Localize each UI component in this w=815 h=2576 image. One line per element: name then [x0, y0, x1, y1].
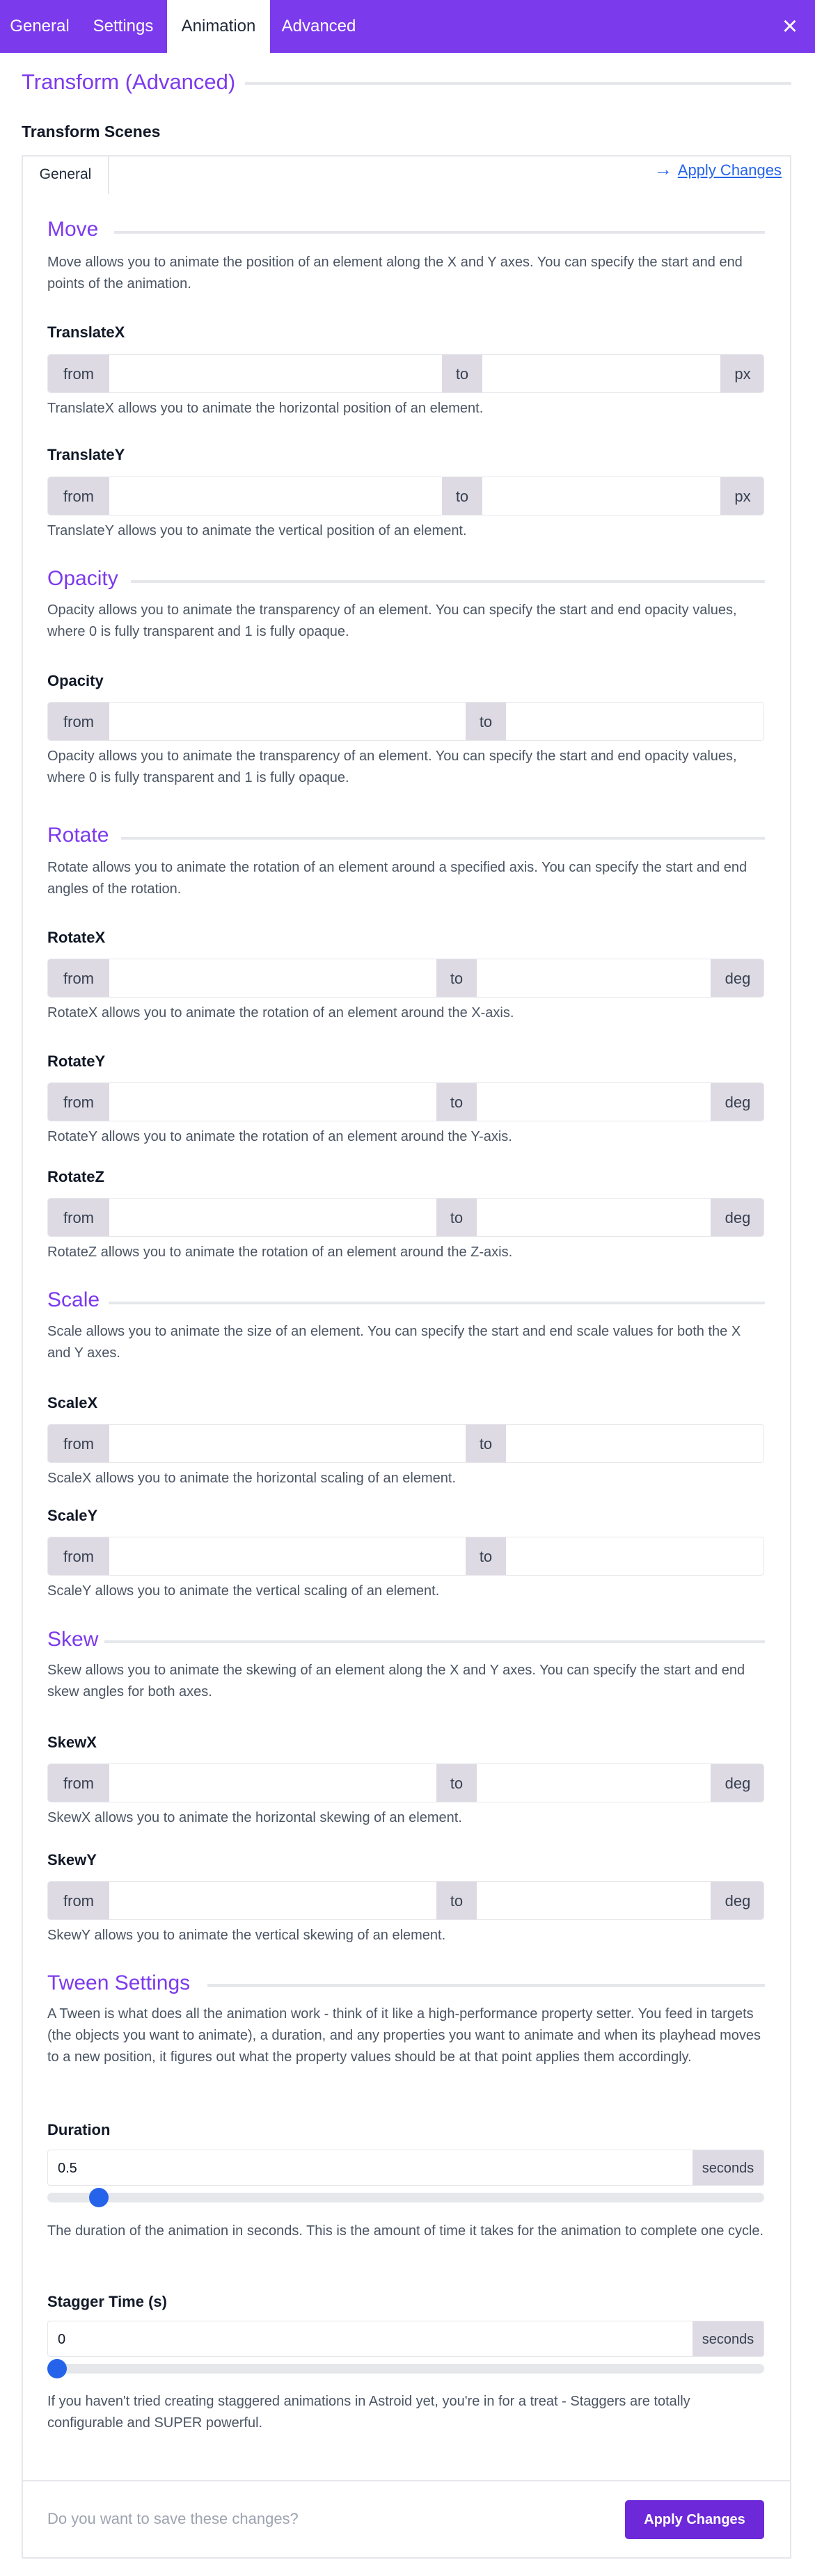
duration-input[interactable]: [48, 2150, 694, 2186]
help-stagger: If you haven't tried creating staggered animations in Astroid yet, you're in for a treat - Staggers are totally configurable and SUPER powerful.: [47, 2394, 690, 2431]
unit-addon: px: [720, 355, 764, 393]
section-title-tween: Tween Settings: [47, 1971, 191, 1994]
from-addon: from: [48, 703, 109, 741]
to-addon: to: [466, 1425, 506, 1463]
from-addon: from: [48, 959, 109, 998]
help-translatex: TranslateX allows you to animate the horizontal position of an element.: [47, 401, 484, 416]
section-divider: [104, 1640, 765, 1643]
skewx-to-input[interactable]: [477, 1764, 711, 1802]
duration-slider-thumb[interactable]: [89, 2188, 109, 2207]
apply-changes-link[interactable]: [654, 159, 782, 180]
opacity-to-input[interactable]: [506, 703, 764, 741]
unit-addon: deg: [711, 1083, 764, 1121]
title-divider: [245, 82, 791, 85]
close-icon[interactable]: ×: [782, 12, 798, 41]
translatey-input-group: [47, 477, 764, 515]
rotatey-to-input[interactable]: [477, 1083, 711, 1121]
unit-addon: deg: [711, 1882, 764, 1920]
from-addon: from: [48, 355, 109, 393]
section-title-move: Move: [47, 218, 99, 241]
section-divider: [109, 1302, 765, 1304]
from-addon: from: [48, 477, 109, 515]
page-title: Transform (Advanced): [22, 70, 236, 94]
section-desc-rotate: Rotate allows you to animate the rotation of an element around a specified axis. You can specify the start and end angles of the rotation.: [47, 860, 747, 897]
help-skewy: SkewY allows you to animate the vertical skewing of an element.: [47, 1928, 446, 1943]
panel-top-border: [108, 155, 791, 157]
help-skewx: SkewX allows you to animate the horizontal skewing of an element.: [47, 1810, 462, 1825]
from-addon: from: [48, 1083, 109, 1121]
section-title-rotate: Rotate: [47, 824, 109, 847]
skewy-from-input[interactable]: [109, 1882, 436, 1920]
stagger-slider-thumb[interactable]: [47, 2359, 67, 2378]
rotatex-input-group: [47, 959, 764, 998]
section-divider: [131, 580, 765, 583]
scaley-input-group: [47, 1537, 764, 1576]
to-addon: to: [436, 1083, 477, 1121]
help-translatey: TranslateY allows you to animate the vertical position of an element.: [47, 523, 467, 538]
seconds-addon: seconds: [693, 2150, 763, 2186]
tab-general[interactable]: General: [10, 17, 70, 35]
field-label-skewx: SkewX: [47, 1734, 97, 1751]
tab-advanced[interactable]: Advanced: [281, 17, 356, 35]
unit-addon: deg: [711, 1199, 764, 1237]
section-desc-opacity: Opacity allows you to animate the transparency of an element. You can specify the start and end opacity values, where 0 is fully transparent and 1 is fully opaque.: [47, 602, 737, 639]
rotatez-from-input[interactable]: [109, 1199, 436, 1237]
stagger-input-group: [47, 2321, 764, 2357]
help-duration: The duration of the animation in seconds. This is the amount of time it takes for the animation to complete one cycle.: [47, 2223, 764, 2239]
from-addon: from: [48, 1537, 109, 1576]
skewy-input-group: [47, 1881, 764, 1920]
to-addon: to: [466, 1537, 506, 1576]
field-label-opacity: Opacity: [47, 672, 104, 689]
opacity-input-group: [47, 702, 764, 741]
rotatex-to-input[interactable]: [477, 959, 711, 998]
from-addon: from: [48, 1199, 109, 1237]
field-label-rotatex: RotateX: [47, 929, 106, 946]
stagger-slider[interactable]: [47, 2364, 764, 2374]
stagger-value: 0: [58, 2332, 66, 2347]
field-label-scalex: ScaleX: [47, 1394, 98, 1411]
field-label-skewy: SkewY: [47, 1851, 97, 1869]
from-addon: from: [48, 1425, 109, 1463]
unit-addon: deg: [711, 959, 764, 998]
section-divider: [114, 231, 765, 234]
scalex-to-input[interactable]: [506, 1425, 764, 1463]
field-label-translatex: TranslateX: [47, 323, 125, 341]
help-rotatex: RotateX allows you to animate the rotation of an element around the X-axis.: [47, 1005, 514, 1021]
help-rotatey: RotateY allows you to animate the rotation of an element around the Y-axis.: [47, 1129, 512, 1144]
field-label-translatey: TranslateY: [47, 446, 125, 463]
seconds-addon: seconds: [693, 2321, 763, 2357]
field-label-rotatey: RotateY: [47, 1053, 106, 1070]
section-title-skew: Skew: [47, 1628, 99, 1651]
from-addon: from: [48, 1882, 109, 1920]
save-prompt: Do you want to save these changes?: [47, 2510, 299, 2527]
field-label-duration: Duration: [47, 2121, 111, 2138]
subtab-general[interactable]: General: [22, 155, 109, 194]
unit-addon: deg: [711, 1764, 764, 1802]
to-addon: to: [436, 1882, 477, 1920]
to-addon: to: [466, 703, 506, 741]
top-tab-bar: [0, 0, 815, 53]
footer-divider: [23, 2480, 790, 2481]
section-title-scale: Scale: [47, 1288, 100, 1311]
section-desc-tween: A Tween is what does all the animation work - think of it like a high-performance property setter. You feed in targets (the objects you want to animate), a duration, and any properties you want to animate and when its playhead moves to a new position, it figures out what the property values should be at that point applies them accordingly.: [47, 2006, 761, 2065]
stagger-input[interactable]: [48, 2321, 694, 2357]
to-addon: to: [436, 959, 477, 998]
to-addon: to: [436, 1199, 477, 1237]
help-scalex: ScaleX allows you to animate the horizontal scaling of an element.: [47, 1471, 457, 1486]
section-desc-move: Move allows you to animate the position of an element along the X and Y axes. You can specify the start and end points of the animation.: [47, 255, 743, 291]
scaley-from-input[interactable]: [109, 1537, 466, 1576]
apply-changes-button[interactable]: Apply Changes: [625, 2500, 764, 2539]
help-opacity: Opacity allows you to animate the transparency of an element. You can specify the start and end opacity values, where 0 is fully transparent and 1 is fully opaque.: [47, 749, 737, 785]
help-scaley: ScaleY allows you to animate the vertical scaling of an element.: [47, 1583, 440, 1599]
translatex-to-input[interactable]: [482, 355, 720, 393]
scalex-from-input[interactable]: [109, 1425, 466, 1463]
translatey-to-input[interactable]: [482, 477, 720, 515]
section-desc-skew: Skew allows you to animate the skewing of an element along the X and Y axes. You can specify the start and end skew angles for both axes.: [47, 1663, 745, 1699]
skewx-input-group: [47, 1763, 764, 1802]
translatey-from-input[interactable]: [109, 477, 442, 515]
opacity-from-input[interactable]: [109, 703, 466, 741]
field-label-scaley: ScaleY: [47, 1507, 98, 1524]
arrow-right-icon: →: [654, 159, 672, 179]
section-title-opacity: Opacity: [47, 567, 118, 590]
tab-animation[interactable]: Animation: [167, 0, 270, 53]
field-label-rotatez: RotateZ: [47, 1168, 104, 1185]
rotatez-to-input[interactable]: [477, 1199, 711, 1237]
rotatey-from-input[interactable]: [109, 1083, 436, 1121]
skewx-from-input[interactable]: [109, 1764, 436, 1802]
field-label-stagger: Stagger Time (s): [47, 2293, 167, 2310]
translatex-from-input[interactable]: [109, 355, 442, 393]
unit-addon: px: [720, 477, 764, 515]
rotatey-input-group: [47, 1082, 764, 1121]
section-divider: [207, 1984, 765, 1987]
to-addon: to: [436, 1764, 477, 1802]
apply-changes-link-label: Apply Changes: [677, 161, 782, 179]
duration-input-group: [47, 2150, 764, 2186]
duration-slider[interactable]: [47, 2193, 764, 2202]
skewy-to-input[interactable]: [477, 1882, 711, 1920]
duration-value: 0.5: [58, 2161, 77, 2176]
rotatex-from-input[interactable]: [109, 959, 436, 998]
scenes-heading: Transform Scenes: [22, 122, 161, 141]
scalex-input-group: [47, 1424, 764, 1463]
help-rotatez: RotateZ allows you to animate the rotation of an element around the Z-axis.: [47, 1245, 513, 1260]
tab-settings[interactable]: Settings: [93, 17, 154, 35]
rotatez-input-group: [47, 1198, 764, 1237]
section-divider: [121, 837, 765, 840]
to-addon: to: [442, 355, 482, 393]
from-addon: from: [48, 1764, 109, 1802]
section-desc-scale: Scale allows you to animate the size of an element. You can specify the start and end scale values for both the X and Y axes.: [47, 1324, 741, 1361]
to-addon: to: [442, 477, 482, 515]
translatex-input-group: [47, 354, 764, 393]
scaley-to-input[interactable]: [506, 1537, 764, 1576]
